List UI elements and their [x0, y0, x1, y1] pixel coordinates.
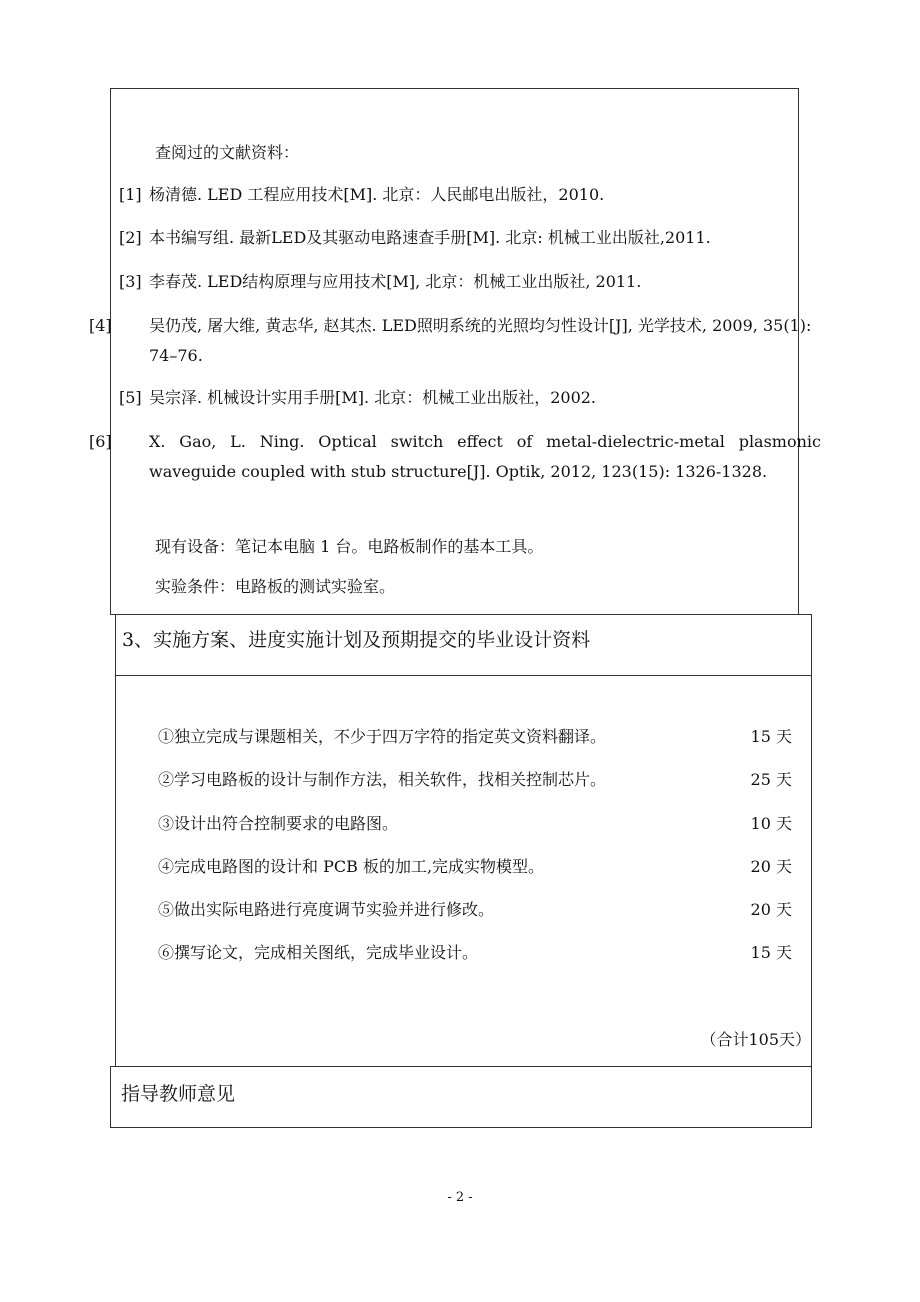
task-duration: 20 天 [750, 900, 792, 919]
task-item [158, 724, 792, 750]
reference-item [89, 427, 821, 487]
plan-heading: 3、实施方案、进度实施计划及预期提交的毕业设计资料 [122, 629, 591, 651]
reference-item [119, 180, 791, 210]
reference-item [119, 223, 791, 253]
advisor-heading: 指导教师意见 [121, 1083, 236, 1105]
task-item [158, 940, 792, 966]
reference-text: X. Gao, L. Ning. Optical switch effect of metal-dielectric-metal plasmonic waveguide coupled with stub structure[J]. Optik, 2012, 123(15): 1326-1328. [149, 432, 821, 481]
reference-text: 吴宗泽. 机械设计实用手册[M]. 北京：机械工业出版社，2002. [149, 388, 597, 407]
reference-number: [1] [119, 185, 142, 204]
page-number: - 2 - [447, 1190, 473, 1205]
reference-item [119, 383, 791, 413]
advisor-section [110, 1066, 812, 1128]
plan-body [115, 675, 812, 1067]
task-duration: 10 天 [750, 814, 792, 833]
task-item [158, 854, 792, 880]
task-duration: 15 天 [750, 943, 792, 962]
task-text: ⑥撰写论文，完成相关图纸，完成毕业设计。 [158, 943, 479, 962]
conditions-text: 实验条件：电路板的测试实验室。 [155, 577, 396, 596]
task-text: ⑤做出实际电路进行亮度调节实验并进行修改。 [158, 900, 495, 919]
reference-number: [6] [89, 432, 112, 451]
equipment-text: 现有设备：笔记本电脑 1 台。电路板制作的基本工具。 [155, 537, 544, 556]
reference-number: [4] [89, 316, 112, 335]
task-text: ④完成电路图的设计和 PCB 板的加工,完成实物模型。 [158, 857, 545, 876]
task-duration: 15 天 [750, 727, 792, 746]
reference-item [119, 267, 791, 297]
references-intro: 查阅过的文献资料： [155, 143, 300, 162]
reference-text: 本书编写组. 最新LED及其驱动电路速查手册[M]. 北京: 机械工业出版社,2011. [149, 228, 711, 247]
references-section [89, 88, 821, 615]
task-item [158, 811, 792, 837]
reference-text: 杨清德. LED 工程应用技术[M]. 北京：人民邮电出版社，2010. [149, 185, 605, 204]
task-text: ③设计出符合控制要求的电路图。 [158, 814, 399, 833]
task-text: ②学习电路板的设计与制作方法，相关软件，找相关控制芯片。 [158, 770, 607, 789]
plan-total: （合计105天） [700, 1030, 811, 1049]
reference-text: 吴仍茂, 屠大维, 黄志华, 赵其杰. LED照明系统的光照均匀性设计[J], 光学技术, 2009, 35(1): 74–76. [149, 316, 812, 365]
task-text: ①独立完成与课题相关，不少于四万字符的指定英文资料翻译。 [158, 727, 607, 746]
task-duration: 25 天 [750, 770, 792, 789]
reference-item [89, 311, 821, 371]
reference-text: 李春茂. LED结构原理与应用技术[M], 北京：机械工业出版社, 2011. [149, 272, 642, 291]
plan-header [115, 614, 812, 676]
task-item [158, 767, 792, 793]
task-item [158, 897, 792, 923]
reference-number: [5] [119, 388, 142, 407]
task-duration: 20 天 [750, 857, 792, 876]
reference-number: [2] [119, 228, 142, 247]
reference-number: [3] [119, 272, 142, 291]
